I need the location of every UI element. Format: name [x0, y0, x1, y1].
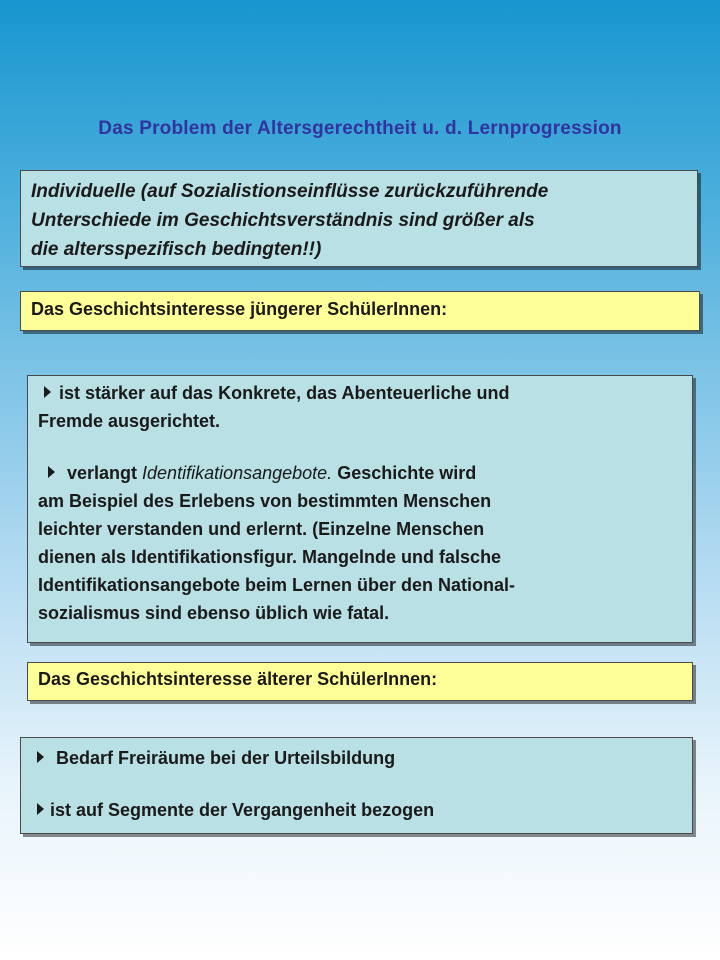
list-item-continuation: am Beispiel des Erlebens von bestimmten Menschen — [38, 491, 492, 511]
triangle-right-icon — [37, 803, 44, 815]
intro-box — [20, 170, 698, 267]
list-item — [38, 379, 682, 407]
younger-students-heading-box — [20, 291, 700, 331]
page-title: Das Problem der Altersgerechtheit u. d. Lernprogression — [98, 118, 622, 139]
list-item-continuation: sozialismus sind ebenso üblich wie fatal. — [38, 603, 390, 623]
list-item-text: Geschichte wird — [332, 463, 477, 483]
intro-line: die altersspezifisch bedingten!!) — [31, 239, 322, 260]
intro-line: Individuelle (auf Sozialistionseinflüsse zurückzuführende — [31, 181, 549, 202]
triangle-right-icon — [48, 466, 55, 478]
intro-line: Unterschiede im Geschichtsverständnis sind größer als — [31, 210, 535, 231]
list-item-text: ist auf Segmente der Vergangenheit bezogen — [50, 800, 435, 820]
list-item-continuation: leichter verstanden und erlernt. (Einzelne Menschen — [38, 519, 485, 539]
list-item-emphasis: Identifikationsangebote. — [142, 463, 333, 483]
older-students-heading: Das Geschichtsinteresse älterer SchülerInnen: — [38, 669, 438, 689]
list-item — [35, 796, 678, 824]
list-item-text: ist stärker auf das Konkrete, das Abenteuerliche und — [59, 383, 510, 403]
list-item-lead: verlangt — [67, 463, 143, 483]
list-item-continuation: dienen als Identifikationsfigur. Mangelnde und falsche — [38, 547, 502, 567]
younger-students-list — [27, 375, 693, 643]
list-item-continuation: Fremde ausgerichtet. — [38, 411, 221, 431]
list-item-continuation: Identifikationsangebote beim Lernen über den National- — [38, 575, 516, 595]
older-students-list — [20, 737, 693, 834]
triangle-right-icon — [37, 751, 44, 763]
list-item — [35, 744, 678, 772]
triangle-right-icon — [44, 386, 51, 398]
list-item — [38, 459, 682, 487]
younger-students-heading: Das Geschichtsinteresse jüngerer SchülerInnen: — [31, 299, 448, 319]
older-students-heading-box — [27, 662, 693, 701]
list-item-text: Bedarf Freiräume bei der Urteilsbildung — [56, 748, 396, 768]
